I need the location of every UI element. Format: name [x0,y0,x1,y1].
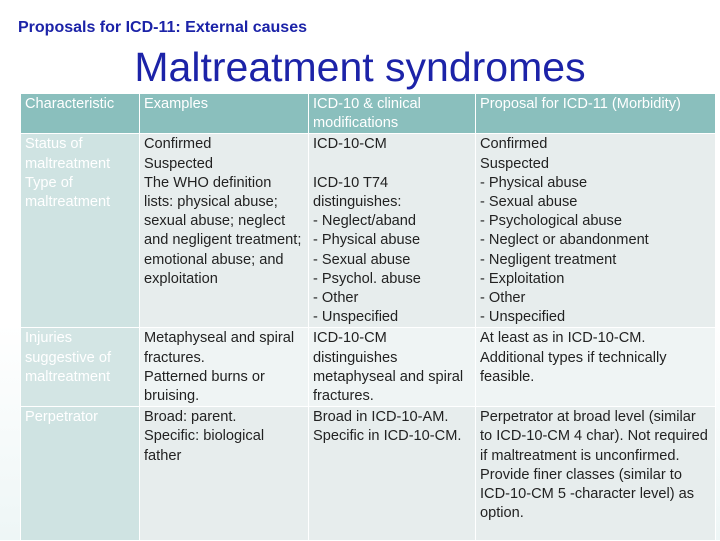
slide-title [0,44,720,91]
slide-subtitle: Proposals for ICD-11: External causes [18,19,307,36]
slide-title-text: Maltreatment syndromes [134,44,586,90]
cell-examples: Broad: parent. Specific: biological father [140,407,309,541]
cell-proposal: Perpetrator at broad level (similar to ICD-10-CM 4 char). Not required if maltreatment is unconfirmed. Provide finer classes (similar to ICD-10-CM 5 -character level) as option. [476,407,716,541]
table-row [21,328,716,407]
cell-characteristic: Injuries suggestive of maltreatment [21,328,140,407]
table-row [21,407,716,541]
cell-icd10: ICD-10-CM distinguishes metaphyseal and spiral fractures. [309,328,476,407]
header-examples: Examples [140,94,309,134]
cell-examples: Confirmed Suspected The WHO definition lists: physical abuse; sexual abuse; neglect and negligent treatment; emotional abuse; and exploitation [140,134,309,328]
maltreatment-table [20,93,716,541]
header-icd10: ICD-10 & clinical modifications [309,94,476,134]
cell-icd10: ICD-10-CM ICD-10 T74 distinguishes: - Neglect/aband - Physical abuse - Sexual abuse - Psychol. abuse - Other - Unspecified [309,134,476,328]
table-row [21,134,716,328]
cell-characteristic: Status of maltreatment Type of maltreatment [21,134,140,328]
cell-proposal: At least as in ICD-10-CM. Additional types if technically feasible. [476,328,716,407]
cell-characteristic: Perpetrator [21,407,140,541]
header-proposal: Proposal for ICD-11 (Morbidity) [476,94,716,134]
cell-proposal: Confirmed Suspected - Physical abuse - Sexual abuse - Psychological abuse - Neglect or abandonment - Negligent treatment - Exploitation - Other - Unspecified [476,134,716,328]
cell-examples: Metaphyseal and spiral fractures. Patterned burns or bruising. [140,328,309,407]
cell-icd10: Broad in ICD-10-AM. Specific in ICD-10-CM. [309,407,476,541]
table-header-row [21,94,716,134]
header-characteristic: Characteristic [21,94,140,134]
